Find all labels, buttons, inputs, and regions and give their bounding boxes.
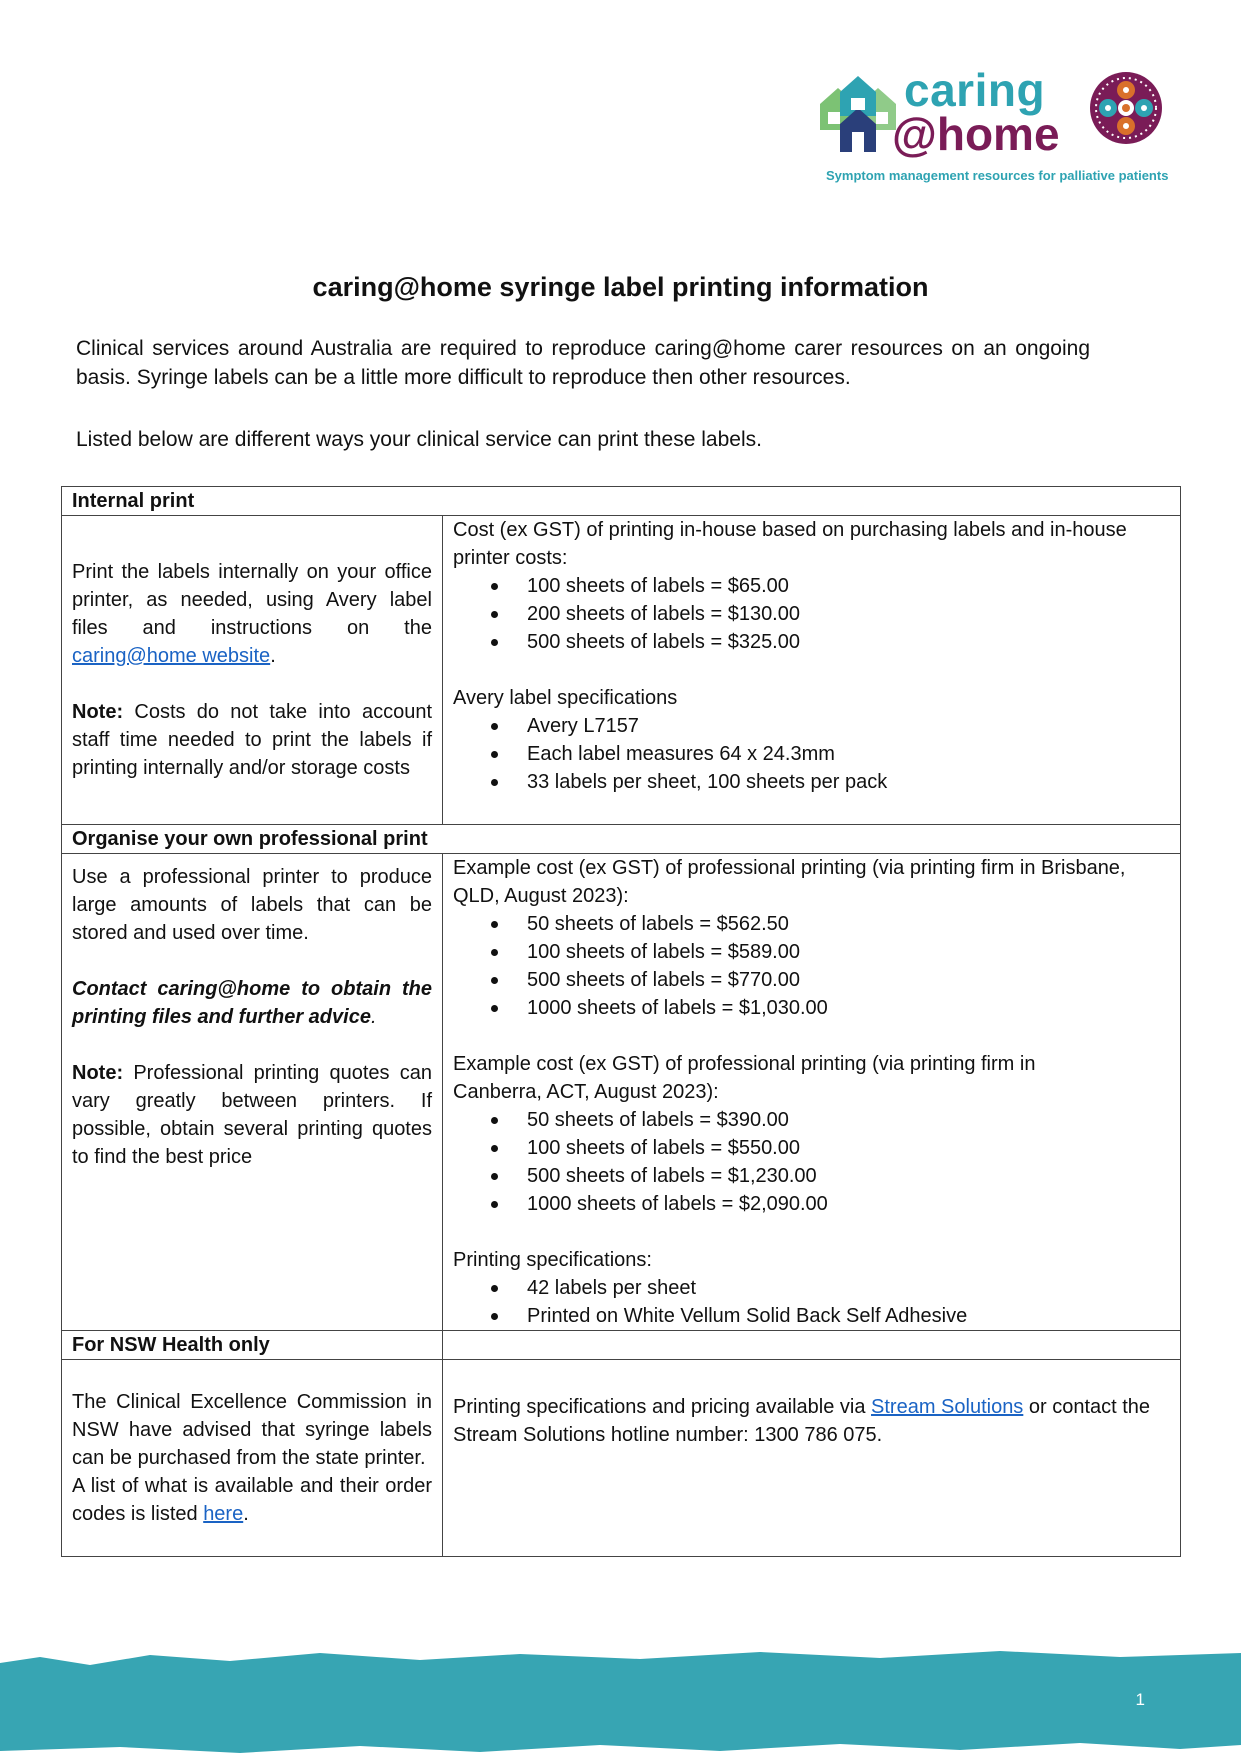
order-codes-here-link[interactable]: here — [203, 1503, 244, 1525]
list-item: 500 sheets of labels = $325.00 — [527, 628, 1170, 656]
logo-word-caring: caring — [904, 64, 1046, 116]
internal-print-costs — [443, 516, 1181, 825]
caring-at-home-website-link[interactable]: caring@home website — [72, 645, 271, 667]
section-header-nsw-health — [62, 1331, 1181, 1360]
list-item: 500 sheets of labels = $1,230.00 — [527, 1162, 1170, 1190]
page-number: 1 — [1135, 1690, 1145, 1709]
avery-spec-list — [453, 712, 1170, 796]
page-title: caring@home syringe label printing information — [312, 272, 929, 302]
list-item: Avery L7157 — [527, 712, 1170, 740]
list-item: 1000 sheets of labels = $2,090.00 — [527, 1190, 1170, 1218]
list-item: 100 sheets of labels = $65.00 — [527, 572, 1170, 600]
internal-cost-list — [453, 572, 1170, 656]
section-row-professional-print — [62, 854, 1181, 1331]
intro-listing-sentence: Listed below are different ways your clinical service can print these labels. — [76, 428, 762, 451]
printing-spec-heading: Printing specifications: — [453, 1249, 652, 1271]
list-item: Printed on White Vellum Solid Back Self Adhesive — [527, 1302, 1170, 1330]
professional-print-note: Note: Professional printing quotes can vary greatly between printers. If possible, obtain several printing quotes to find the best price — [72, 1062, 432, 1168]
professional-print-text: Use a professional printer to produce large amounts of labels that can be stored and used over time. — [72, 866, 432, 944]
printing-spec-list — [453, 1274, 1170, 1330]
indigenous-artwork-icon — [1088, 70, 1164, 146]
section-header-professional-print — [62, 825, 1181, 854]
section-heading: Organise your own professional print — [62, 825, 1181, 854]
list-item: 50 sheets of labels = $562.50 — [527, 910, 1170, 938]
brisbane-cost-list — [453, 910, 1170, 1022]
list-item: 1000 sheets of labels = $1,030.00 — [527, 994, 1170, 1022]
internal-print-description — [62, 516, 443, 825]
houses-logo-icon — [818, 74, 898, 154]
nsw-order-codes: A list of what is available and their order codes is listed here. — [72, 1475, 432, 1525]
list-item: 100 sheets of labels = $589.00 — [527, 938, 1170, 966]
caring-at-home-logo — [812, 66, 1172, 192]
stream-solutions-link[interactable]: Stream Solutions — [871, 1396, 1024, 1418]
footer-wave-banner — [0, 1645, 1241, 1754]
list-item: 50 sheets of labels = $390.00 — [527, 1106, 1170, 1134]
list-item: 200 sheets of labels = $130.00 — [527, 600, 1170, 628]
internal-print-text: Print the labels internally on your office printer, as needed, using Avery label files and instructions on the caring@home website. — [72, 561, 432, 667]
internal-cost-intro: Cost (ex GST) of printing in-house based on purchasing labels and in-house printer costs: — [453, 519, 1127, 569]
professional-print-description — [62, 854, 443, 1331]
section-heading: Internal print — [62, 487, 1181, 516]
section-row-internal-print — [62, 516, 1181, 825]
professional-contact: Contact caring@home to obtain the printing files and further advice. — [72, 978, 432, 1028]
printing-options-table — [61, 486, 1181, 1557]
canberra-cost-list — [453, 1106, 1170, 1218]
professional-print-costs — [443, 854, 1181, 1331]
canberra-cost-intro: Example cost (ex GST) of professional printing (via printing firm in Canberra, ACT, August 2023): — [453, 1053, 1036, 1103]
list-item: Each label measures 64 x 24.3mm — [527, 740, 1170, 768]
section-header-internal-print — [62, 487, 1181, 516]
section-row-nsw-health — [62, 1360, 1181, 1557]
section-heading: For NSW Health only — [62, 1331, 443, 1360]
nsw-printing-text: Printing specifications and pricing available via Stream Solutions or contact the Stream Solutions hotline number: 1300 786 075. — [453, 1396, 1151, 1446]
internal-print-note: Note: Costs do not take into account staff time needed to print the labels if printing internally and/or storage costs — [72, 701, 432, 779]
nsw-text: The Clinical Excellence Commission in NSW have advised that syringe labels can be purchased from the state printer. — [72, 1391, 432, 1469]
list-item: 100 sheets of labels = $550.00 — [527, 1134, 1170, 1162]
avery-spec-heading: Avery label specifications — [453, 687, 678, 709]
list-item: 500 sheets of labels = $770.00 — [527, 966, 1170, 994]
list-item: 33 labels per sheet, 100 sheets per pack — [527, 768, 1170, 796]
list-item: 42 labels per sheet — [527, 1274, 1170, 1302]
brisbane-cost-intro: Example cost (ex GST) of professional printing (via printing firm in Brisbane, QLD, August 2023): — [453, 857, 1126, 907]
intro-paragraph: Clinical services around Australia are required to reproduce caring@home carer resources on an ongoing basis. Syringe labels can be a little more difficult to reproduce then other resources. — [76, 337, 1090, 389]
logo-tagline: Symptom management resources for palliative patients — [826, 168, 1169, 183]
nsw-description — [62, 1360, 443, 1557]
logo-word-athome: @home — [892, 108, 1060, 160]
nsw-printing-info — [443, 1360, 1181, 1557]
